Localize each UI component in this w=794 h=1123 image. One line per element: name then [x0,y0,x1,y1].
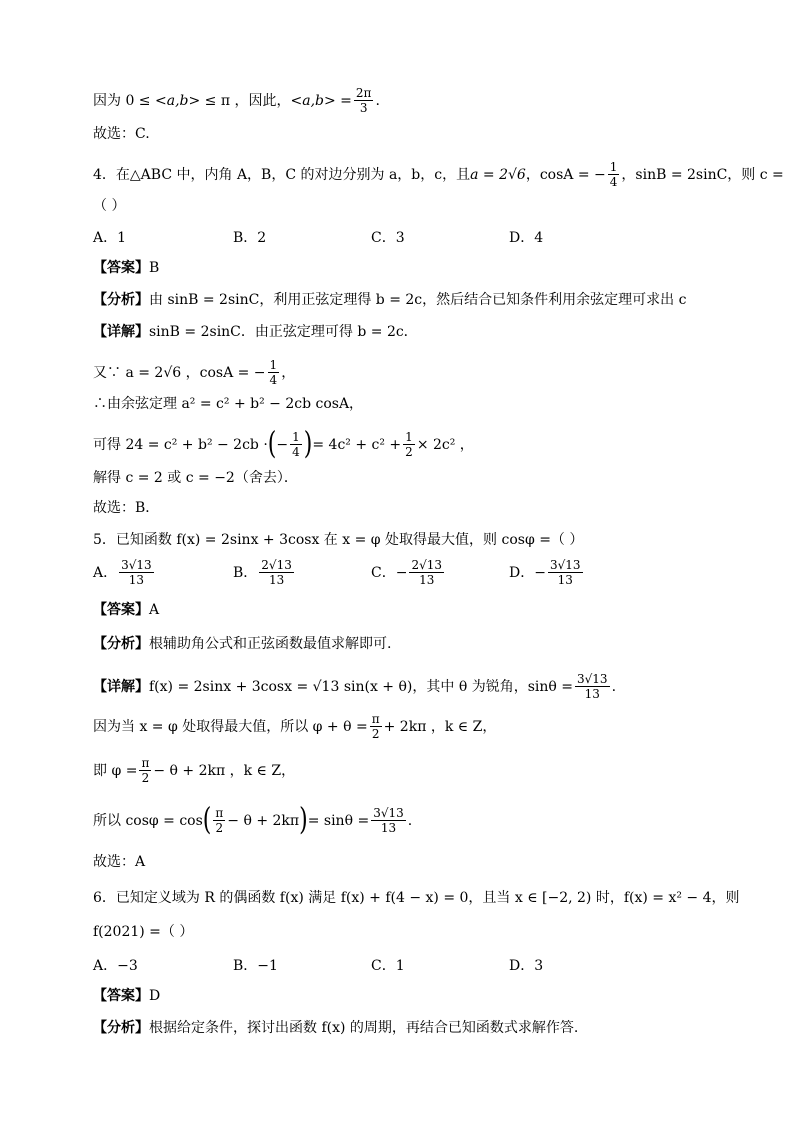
text-run: ，sinB = 2sinC，则 c = [621,166,784,183]
text-run: = 4c² + c² + [312,436,402,453]
detail-label: 【详解】 [93,324,149,340]
option-b [233,558,296,587]
question-5-stem [93,530,734,550]
analysis-text: 根辅助角公式和正弦函数最值求解即可. [149,636,392,652]
numerator: 2√13 [261,558,292,572]
option-c [371,558,446,587]
option-b: B．−1 [233,958,278,974]
question-4-step-2 [93,394,734,414]
answer-value: A [149,602,160,618]
analysis-label: 【分析】 [93,1020,149,1036]
denominator: 2 [141,771,150,785]
fraction [608,160,620,189]
numerator: 1 [292,430,300,444]
numerator: 2√13 [411,558,443,572]
question-4-answer [93,258,734,278]
numerator: 1 [405,430,413,444]
question-5-step-3 [93,802,734,838]
denominator: 13 [380,821,397,835]
option-d [509,558,585,587]
text-run: 又∵ a = 2√6 ，cosA = − [93,364,266,381]
question-5-answer [93,600,734,620]
detail-text: sinB = 2sinC．由正弦定理可得 b = 2c． [149,324,418,340]
period: . [375,92,380,109]
fraction [259,558,294,587]
text-run: 故选：C. [93,126,150,142]
text-run: f(2021) =（ ） [93,924,194,940]
denominator: 13 [584,687,600,701]
text-run: 即 φ = [93,762,138,779]
paren-close: ) [299,802,308,838]
denominator: 3 [359,101,368,115]
fraction [548,558,583,587]
text-run: 因为当 x = φ 处取得最大值，所以 φ + θ = [93,718,368,735]
numerator: π [141,756,150,770]
text-run: 解得 c = 2 或 c = −2（舍去）． [93,470,298,486]
fraction [354,86,374,115]
text-run: 6．已知定义域为 R 的偶函数 f(x) 满足 f(x) + f(4 − x) = 0，且当 x ∈ [−2, 2) 时，f(x) = x² − 4，则 [93,890,740,906]
text-run: 故选：B． [93,500,160,516]
paren-close: ) [303,426,313,462]
text-run: 4．在△ABC 中，内角 A，B，C 的对边分别为 a，b，c，且 [93,166,471,183]
fraction [119,558,154,587]
option-a: A．−3 [93,958,138,974]
question-4-paren [93,196,734,216]
answer-value: B [149,260,160,276]
option-d: D．4 [509,230,544,246]
numerator: 3√13 [373,806,404,820]
question-4-analysis [93,290,734,310]
option-c: C．1 [371,958,405,974]
text-run: + 2kπ ，k ∈ Z， [383,718,497,735]
vector-ab: a,b [302,92,324,109]
question-4-stem [93,160,784,189]
option-a-prefix: A． [93,564,118,581]
question-4-step-4 [93,468,734,488]
question-4-step-1 [93,358,734,387]
question-4-detail [93,322,734,342]
option-c: C．3 [371,230,405,246]
question-5-step-1 [93,712,734,741]
question-6-stem-cont [93,922,734,942]
fraction [403,430,415,459]
option-a: A．1 [93,230,127,246]
text-run: . [407,812,413,829]
text-run: 所以 cosφ = cos [93,812,203,829]
minus: − [276,436,289,453]
fraction [139,756,151,785]
denominator: 4 [269,373,278,387]
text-run: 故选：A [93,854,146,870]
analysis-text: 由 sinB = 2sinC，利用正弦定理得 b = 2c，然后结合已知条件利用余弦定理可求出 c [149,292,687,308]
answer-label: 【答案】 [93,988,149,1004]
question-5-step-2 [93,756,734,785]
option-d: D．3 [509,958,544,974]
denominator: 13 [557,573,573,587]
question-5-detail [93,672,734,701]
analysis-label: 【分析】 [93,292,149,308]
numerator: 2π [355,86,372,100]
text-run: > = [324,92,352,109]
fraction [409,558,444,587]
numerator: 1 [269,358,278,372]
denominator: 2 [371,727,380,741]
numerator: 3√13 [121,558,152,572]
analysis-label: 【分析】 [93,636,149,652]
numerator: π [371,712,380,726]
answer-choice-line [93,124,734,144]
solution-line-angle [93,86,734,115]
text-run: − θ + 2kπ ，k ∈ Z， [153,762,296,779]
paren-open: ( [267,426,277,462]
text-run: × 2c² ， [416,436,474,453]
question-6-answer [93,986,734,1006]
paren-open: ( [202,802,212,838]
text-run: ，cosA = − [525,166,606,183]
fraction [213,806,225,835]
question-6-analysis [93,1018,734,1038]
text-run: = sinθ = [307,812,370,829]
numerator: 3√13 [577,672,608,686]
fraction [371,806,406,835]
answer-value: D [149,988,161,1004]
text-run: 因为 0 ≤ < [93,92,167,109]
answer-label: 【答案】 [93,602,149,618]
text-run: （ ） [93,198,126,214]
option-c-prefix: C．− [371,564,408,581]
fraction [290,430,302,459]
text-run: 可得 24 = c² + b² − 2cb · [93,436,268,453]
text-run: − θ + 2kπ [227,812,300,829]
numerator: 1 [609,160,618,174]
detail-label: 【详解】 [93,678,149,695]
question-4-step-3 [93,426,734,462]
numerator: π [215,806,224,820]
denominator: 13 [268,573,285,587]
denominator: 13 [128,573,145,587]
question-6-stem [93,888,740,908]
answer-label: 【答案】 [93,260,149,276]
fraction [575,672,610,701]
question-5-analysis [93,634,734,654]
fraction [268,358,280,387]
text-run: ∴由余弦定理 a² = c² + b² − 2cb cosA， [93,396,364,412]
numerator: 3√13 [549,558,581,572]
denominator: 2 [405,445,413,459]
option-a [93,558,156,587]
option-b: B．2 [233,230,267,246]
denominator: 4 [292,445,300,459]
denominator: 2 [215,821,224,835]
option-d-prefix: D．− [509,564,546,581]
fraction [370,712,382,741]
text-run: 5．已知函数 f(x) = 2sinx + 3cosx 在 x = φ 处取得最大值，则 cosφ =（ ） [93,532,584,548]
text-run: . [611,678,617,695]
text-run: > ≤ π ，因此，< [188,92,303,109]
analysis-text: 根据给定条件，探讨出函数 f(x) 的周期，再结合已知函数式求解作答. [149,1020,579,1036]
denominator: 13 [419,573,435,587]
vector-ab: a,b [166,92,189,109]
question-4-step-5 [93,498,734,518]
denominator: 4 [609,175,618,189]
option-b-prefix: B． [233,564,258,581]
question-5-step-4 [93,852,734,872]
text-run: ， [281,364,296,381]
detail-text: f(x) = 2sinx + 3cosx = √13 sin(x + θ)，其中 θ 为锐角，sinθ = [149,678,573,695]
formula: a = 2√6 [470,166,526,183]
